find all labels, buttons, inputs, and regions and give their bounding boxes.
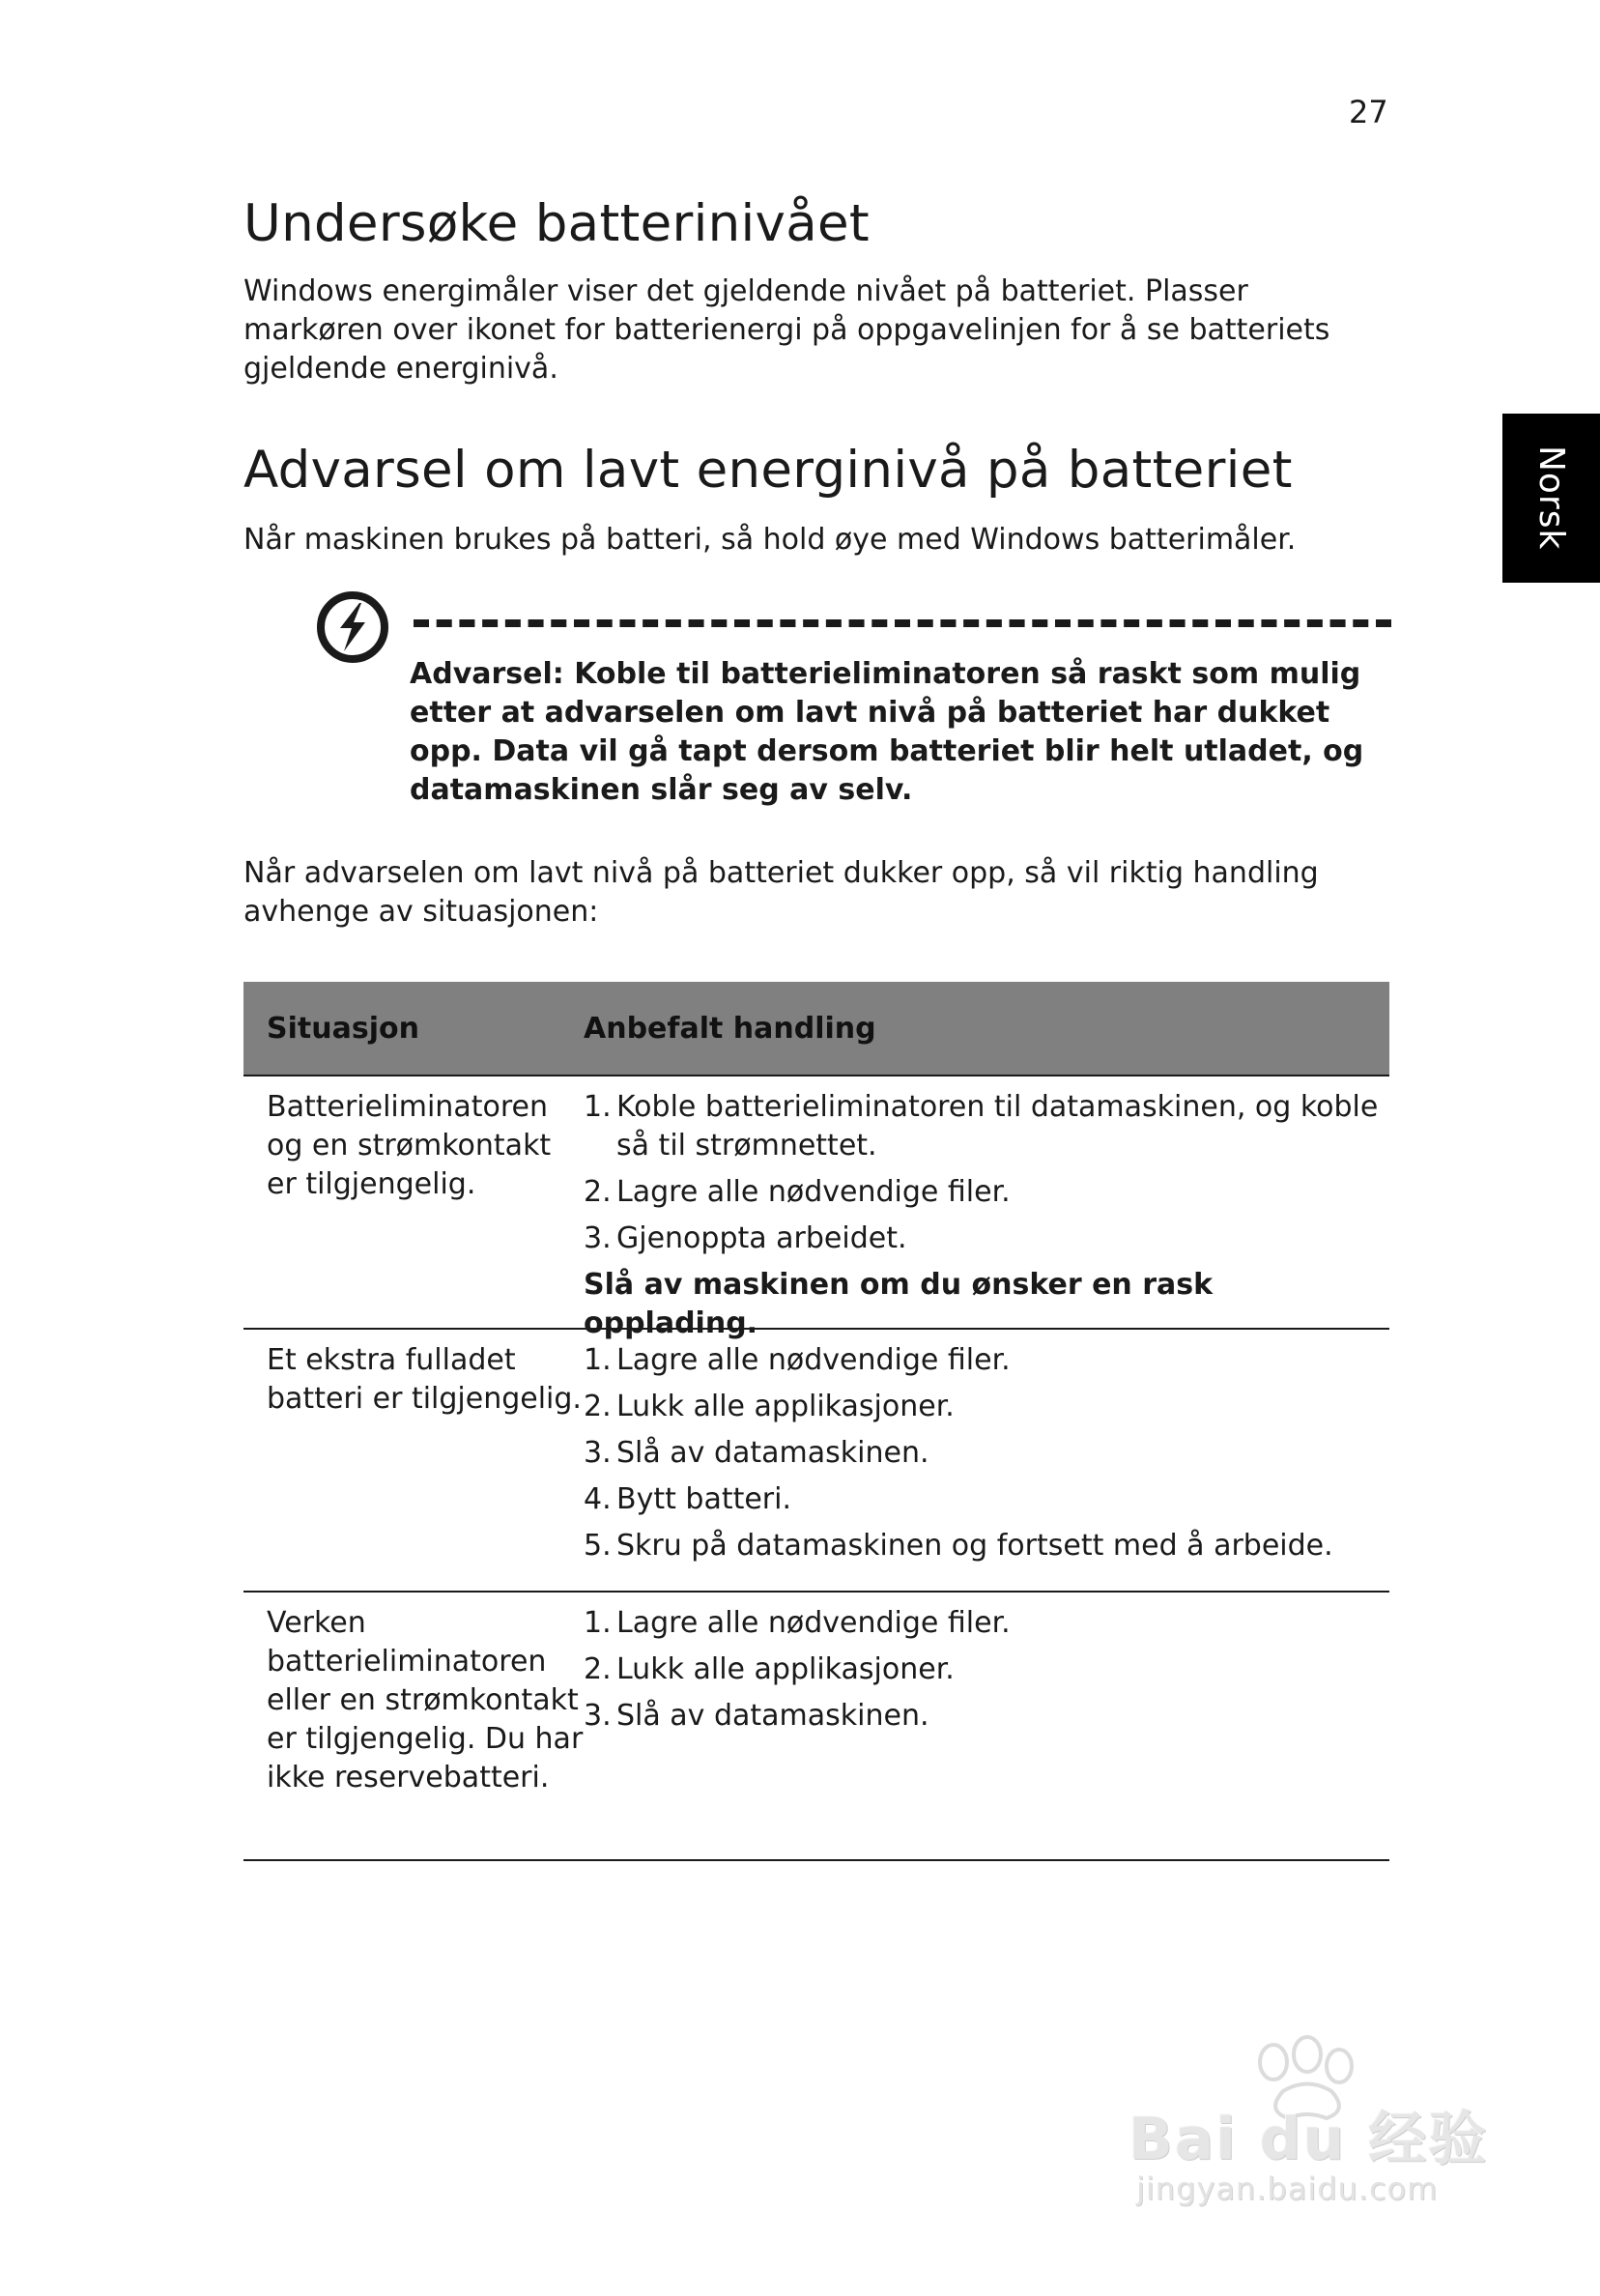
step-item: 3. Slå av datamaskinen.: [584, 1697, 1389, 1736]
step-text: Slå av datamaskinen.: [616, 1699, 929, 1733]
action-cell: [584, 1076, 1389, 1340]
lightning-warning-icon: [315, 589, 390, 665]
header-situation: Situasjon: [267, 1011, 419, 1046]
step-text: Koble batterieliminatoren til datamaskinen, og koble så til strømnettet.: [616, 1090, 1379, 1162]
step-text: Gjenoppta arbeidet.: [616, 1221, 907, 1255]
step-note: Slå av maskinen om du ønsker en rask opplading.: [584, 1268, 1214, 1340]
step-item: 1. Lagre alle nødvendige filer.: [584, 1341, 1389, 1380]
action-cell: [584, 1593, 1389, 1859]
watermark-brand: Bai du 经验: [1129, 2106, 1489, 2173]
section-title-battery-level: Undersøke batterinivået: [243, 194, 870, 253]
situation-intro: Når advarselen om lavt nivå på batteriet dukker opp, så vil riktig handling avhenge av situasjonen:: [243, 856, 1319, 929]
step-item: 3. Slå av datamaskinen.: [584, 1434, 1389, 1473]
section-body-battery-level: Windows energimåler viser det gjeldende nivået på batteriet. Plasser markøren over ikonet for batterienergi på oppgavelinjen for å se batteriets gjeldende energinivå.: [243, 274, 1330, 386]
action-cell: [584, 1330, 1389, 1591]
step-item: 1. Lagre alle nødvendige filer.: [584, 1604, 1389, 1643]
header-recommended-action: Anbefalt handling: [584, 1011, 876, 1046]
situation-cell: Et ekstra fulladet batteri er tilgjengelig.: [267, 1343, 582, 1416]
step-item: 3. Gjenoppta arbeidet.: [584, 1220, 1389, 1258]
step-item: 2. Lagre alle nødvendige filer.: [584, 1173, 1389, 1212]
step-text: Lagre alle nødvendige filer.: [616, 1343, 1011, 1377]
table-row: [243, 1591, 1389, 1861]
warning-divider: [414, 619, 1391, 627]
step-item: 4. Bytt batteri.: [584, 1480, 1389, 1519]
page-number: 27: [1349, 94, 1388, 130]
section-title-low-battery-warning: Advarsel om lavt energinivå på batteriet: [243, 441, 1293, 500]
watermark-url: jingyan.baidu.com: [1136, 2170, 1439, 2207]
step-text: Lukk alle applikasjoner.: [616, 1652, 955, 1686]
step-text: Skru på datamaskinen og fortsett med å arbeide.: [616, 1529, 1333, 1563]
step-item: 2. Lukk alle applikasjoner.: [584, 1650, 1389, 1689]
warning-text: Advarsel: Koble til batterieliminatoren så raskt som mulig etter at advarselen om lavt nivå på batteriet har dukket opp. Data vil gå tapt dersom batteriet blir helt utladet, og datamaskinen slår seg av selv.: [410, 657, 1364, 807]
table-row: [243, 1075, 1389, 1340]
situation-cell: Verken batterieliminatoren eller en strømkontakt er tilgjengelig. Du har ikke reservebatteri.: [267, 1606, 584, 1794]
step-item: 5. Skru på datamaskinen og fortsett med å arbeide.: [584, 1527, 1389, 1565]
step-text: Lukk alle applikasjoner.: [616, 1390, 955, 1423]
step-item: 2. Lukk alle applikasjoner.: [584, 1388, 1389, 1426]
step-item: 1. Koble batterieliminatoren til datamaskinen, og koble så til strømnettet.: [584, 1088, 1389, 1165]
actions-table: [243, 982, 1389, 1861]
step-text: Bytt batteri.: [616, 1482, 792, 1516]
table-row: [243, 1328, 1389, 1591]
table-header: [243, 982, 1389, 1075]
step-text: Slå av datamaskinen.: [616, 1436, 929, 1470]
situation-cell: Batterieliminatoren og en strømkontakt er tilgjengelig.: [267, 1090, 552, 1201]
language-tab: [1502, 414, 1600, 583]
section-body-low-battery-warning: Når maskinen brukes på batteri, så hold øye med Windows batterimåler.: [243, 523, 1297, 557]
step-text: Lagre alle nødvendige filer.: [616, 1606, 1011, 1640]
language-tab-label: Norsk: [1531, 445, 1571, 551]
step-text: Lagre alle nødvendige filer.: [616, 1175, 1011, 1209]
